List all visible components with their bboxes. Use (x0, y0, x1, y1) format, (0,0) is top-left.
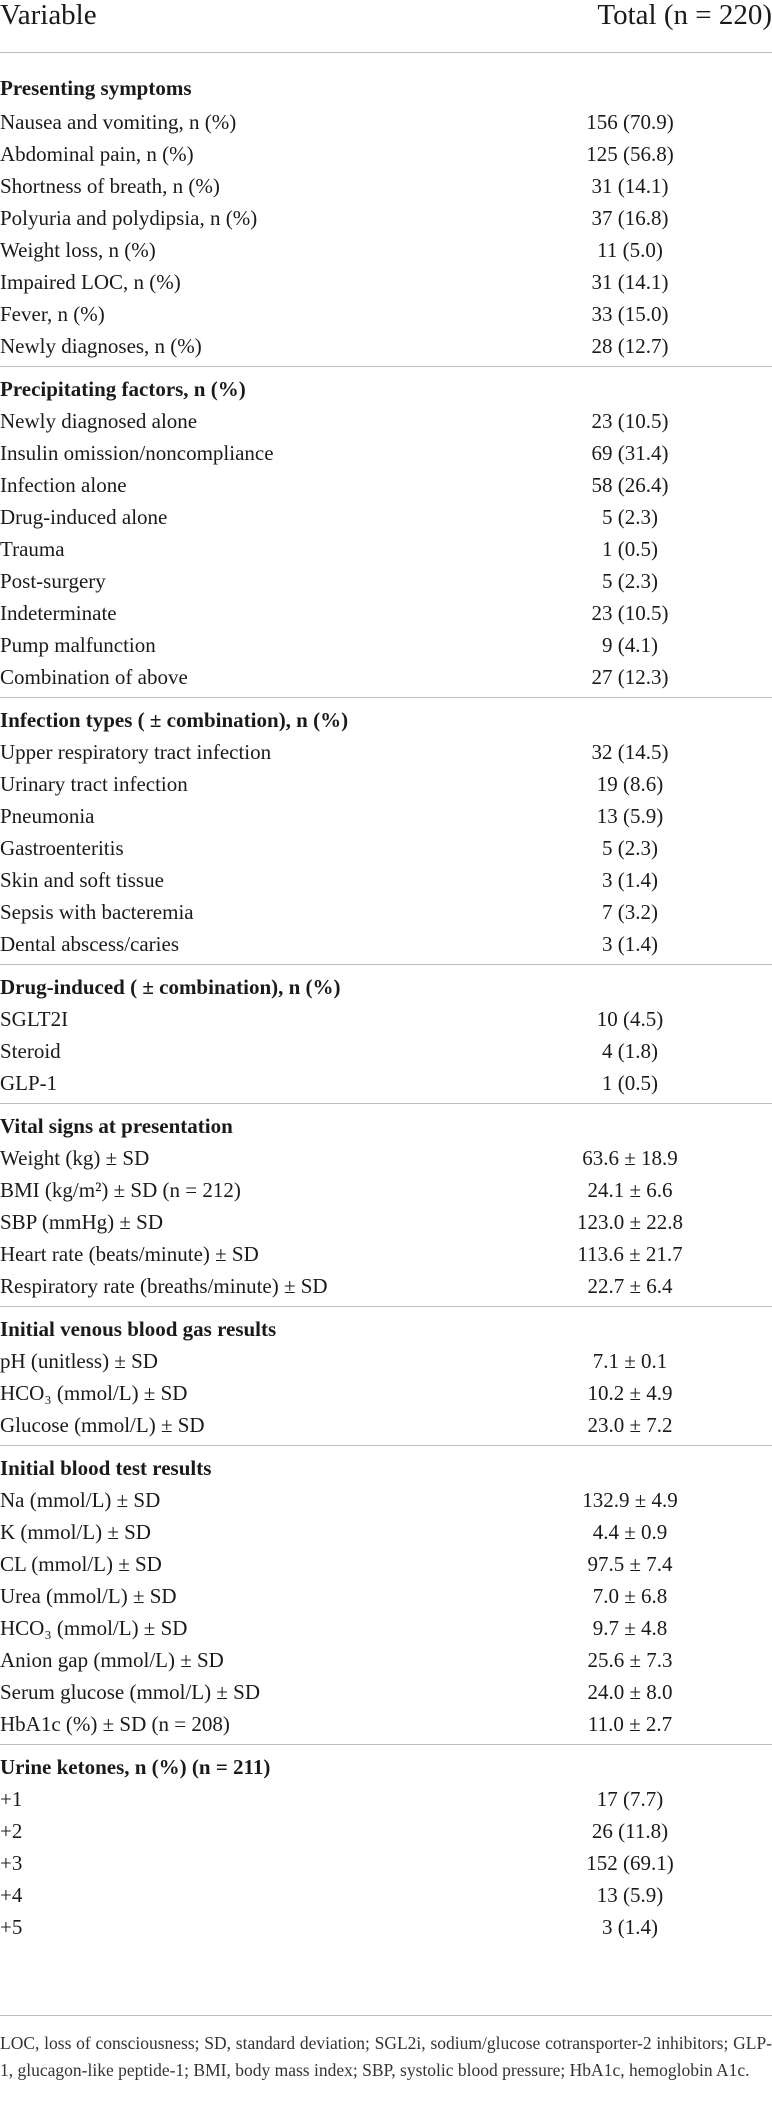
table-row (0, 405, 772, 437)
table-row (0, 1174, 772, 1206)
table-row (0, 138, 772, 170)
row-label: Urea (mmol/L) ± SD (0, 1584, 177, 1608)
row-value: 31 (14.1) (591, 270, 669, 294)
row-value: 13 (5.9) (596, 1883, 664, 1907)
row-label: Indeterminate (0, 601, 117, 625)
row-label: Abdominal pain, n (%) (0, 142, 194, 166)
row-value: 152 (69.1) (586, 1851, 674, 1875)
table-bottom-rule (0, 2015, 772, 2016)
row-value: 23.0 ± 7.2 (587, 1413, 673, 1437)
row-value: 11.0 ± 2.7 (587, 1712, 673, 1736)
table-row (0, 266, 772, 298)
row-label: Pneumonia (0, 804, 95, 828)
row-label: Upper respiratory tract infection (0, 740, 272, 764)
row-label: Glucose (mmol/L) ± SD (0, 1413, 205, 1437)
table-row (0, 1847, 772, 1879)
row-label: Sepsis with bacteremia (0, 900, 194, 924)
table-row (0, 234, 772, 266)
row-label: Shortness of breath, n (%) (0, 174, 220, 198)
row-value: 9.7 ± 4.8 (592, 1616, 668, 1640)
row-value: 58 (26.4) (591, 473, 669, 497)
table-row (0, 1238, 772, 1270)
row-label: +5 (0, 1915, 23, 1939)
row-label: GLP-1 (0, 1071, 58, 1095)
row-value: 5 (2.3) (602, 836, 658, 860)
row-label: Skin and soft tissue (0, 868, 164, 892)
row-label: K (mmol/L) ± SD (0, 1520, 151, 1544)
table-row (0, 1815, 772, 1847)
row-value: 32 (14.5) (591, 740, 669, 764)
table-row (0, 1142, 772, 1174)
row-label: Urinary tract infection (0, 772, 188, 796)
total-column-header: Total (n = 220) (597, 0, 772, 31)
row-label: Combination of above (0, 665, 188, 689)
table-row (0, 565, 772, 597)
table-row (0, 1580, 772, 1612)
table-row (0, 298, 772, 330)
row-value: 23 (10.5) (591, 409, 669, 433)
row-value: 25.6 ± 7.3 (587, 1648, 673, 1672)
row-label: HCO₃ (mmol/L) ± SD (0, 1616, 188, 1640)
section-title: Vital signs at presentation (0, 1114, 233, 1138)
table-row (0, 202, 772, 234)
row-value: 7 (3.2) (602, 900, 658, 924)
section-divider (0, 697, 772, 700)
row-value: 3 (1.4) (602, 932, 658, 956)
row-value: 156 (70.9) (586, 110, 674, 134)
table-row (0, 1783, 772, 1815)
table-row (0, 1035, 772, 1067)
row-value: 9 (4.1) (602, 633, 658, 657)
table-row (0, 501, 772, 533)
row-value: 24.0 ± 8.0 (587, 1680, 673, 1704)
row-label: SBP (mmHg) ± SD (0, 1210, 164, 1234)
row-label: Nausea and vomiting, n (%) (0, 110, 237, 134)
variable-column-header: Variable (0, 0, 97, 31)
row-value: 5 (2.3) (602, 569, 658, 593)
table-row (0, 832, 772, 864)
row-label: Post-surgery (0, 569, 106, 593)
row-value: 132.9 ± 4.9 (582, 1488, 678, 1512)
row-value: 27 (12.3) (591, 665, 669, 689)
row-value: 23 (10.5) (591, 601, 669, 625)
row-label: Infection alone (0, 473, 127, 497)
row-value: 5 (2.3) (602, 505, 658, 529)
table-row (0, 1879, 772, 1911)
row-label: Newly diagnosed alone (0, 409, 198, 433)
row-value: 33 (15.0) (591, 302, 669, 326)
row-value: 17 (7.7) (596, 1787, 664, 1811)
row-value: 113.6 ± 21.7 (577, 1242, 683, 1266)
row-value: 7.1 ± 0.1 (592, 1349, 668, 1373)
row-value: 10.2 ± 4.9 (587, 1381, 673, 1405)
table-row (0, 533, 772, 565)
section-divider (0, 366, 772, 369)
table-row (0, 170, 772, 202)
section-divider (0, 1744, 772, 1747)
table-footnote: LOC, loss of consciousness; SD, standard deviation; SGL2i, sodium/glucose cotransporter-2 inhibitors; GLP-1, glucagon-like peptide-1; BMI, body mass index; SBP, systolic blood pressure; HbA1c, hemoglobin A1c. (0, 2033, 772, 2080)
row-label: Polyuria and polydipsia, n (%) (0, 206, 258, 230)
table-row (0, 1003, 772, 1035)
row-value: 24.1 ± 6.6 (587, 1178, 673, 1202)
row-value: 1 (0.5) (602, 1071, 658, 1095)
table-row (0, 1067, 772, 1099)
section-title: Precipitating factors, n (%) (0, 377, 246, 401)
row-label: +1 (0, 1787, 23, 1811)
table-row (0, 768, 772, 800)
table-row (0, 1708, 772, 1740)
table-row (0, 1206, 772, 1238)
table-row (0, 597, 772, 629)
row-label: Steroid (0, 1039, 61, 1063)
row-label: Na (mmol/L) ± SD (0, 1488, 161, 1512)
row-label: pH (unitless) ± SD (0, 1349, 158, 1373)
row-label: HbA1c (%) ± SD (n = 208) (0, 1712, 230, 1736)
table-row (0, 1409, 772, 1441)
row-value: 69 (31.4) (591, 441, 669, 465)
row-label: BMI (kg/m²) ± SD (n = 212) (0, 1178, 241, 1202)
row-value: 3 (1.4) (602, 868, 658, 892)
row-label: Weight loss, n (%) (0, 238, 156, 262)
section-title: Drug-induced ( ± combination), n (%) (0, 975, 341, 999)
row-label: Drug-induced alone (0, 505, 168, 529)
table-header (0, 0, 772, 53)
row-label: +2 (0, 1819, 23, 1843)
row-value: 123.0 ± 22.8 (576, 1210, 684, 1234)
table-row (0, 1377, 772, 1409)
row-label: Insulin omission/noncompliance (0, 441, 274, 465)
row-label: Serum glucose (mmol/L) ± SD (0, 1680, 260, 1704)
row-label: Trauma (0, 537, 65, 561)
row-value: 97.5 ± 7.4 (587, 1552, 673, 1576)
row-label: Weight (kg) ± SD (0, 1146, 150, 1170)
row-label: Pump malfunction (0, 633, 156, 657)
row-value: 28 (12.7) (591, 334, 669, 358)
section-divider (0, 1445, 772, 1448)
row-value: 4 (1.8) (602, 1039, 658, 1063)
table-row (0, 106, 772, 138)
table-row (0, 1516, 772, 1548)
table-row (0, 1644, 772, 1676)
table-row (0, 864, 772, 896)
table-row (0, 896, 772, 928)
row-label: Fever, n (%) (0, 302, 105, 326)
table-row (0, 330, 772, 362)
row-value: 26 (11.8) (591, 1819, 669, 1843)
row-label: CL (mmol/L) ± SD (0, 1552, 162, 1576)
row-value: 4.4 ± 0.9 (592, 1520, 668, 1544)
row-label: Anion gap (mmol/L) ± SD (0, 1648, 224, 1672)
table-row (0, 437, 772, 469)
table-row (0, 928, 772, 960)
row-label: Gastroenteritis (0, 836, 124, 860)
row-value: 22.7 ± 6.4 (587, 1274, 673, 1298)
row-label: Respiratory rate (breaths/minute) ± SD (0, 1274, 328, 1298)
row-label: SGLT2I (0, 1007, 69, 1031)
table-row (0, 1911, 772, 1943)
table-body (0, 70, 772, 1943)
section-divider (0, 964, 772, 967)
row-value: 11 (5.0) (597, 238, 663, 262)
row-value: 7.0 ± 6.8 (592, 1584, 668, 1608)
row-label: HCO₃ (mmol/L) ± SD (0, 1381, 188, 1405)
table-row (0, 1484, 772, 1516)
row-value: 13 (5.9) (596, 804, 664, 828)
section-title: Initial blood test results (0, 1456, 212, 1480)
row-value: 1 (0.5) (602, 537, 658, 561)
table-row (0, 661, 772, 693)
row-value: 3 (1.4) (602, 1915, 658, 1939)
table-row (0, 1345, 772, 1377)
table-row (0, 736, 772, 768)
section-divider (0, 1306, 772, 1309)
row-value: 63.6 ± 18.9 (582, 1146, 678, 1170)
row-value: 37 (16.8) (591, 206, 669, 230)
row-label: Impaired LOC, n (%) (0, 270, 181, 294)
row-label: Newly diagnoses, n (%) (0, 334, 202, 358)
row-value: 10 (4.5) (596, 1007, 664, 1031)
section-title: Initial venous blood gas results (0, 1317, 277, 1341)
row-value: 125 (56.8) (586, 142, 674, 166)
table-row (0, 800, 772, 832)
table-row (0, 629, 772, 661)
table-row (0, 1612, 772, 1644)
row-value: 31 (14.1) (591, 174, 669, 198)
table-row (0, 1270, 772, 1302)
row-label: +3 (0, 1851, 23, 1875)
table-row (0, 469, 772, 501)
table-row (0, 1548, 772, 1580)
section-divider (0, 1103, 772, 1106)
row-label: Dental abscess/caries (0, 932, 180, 956)
table-row (0, 1676, 772, 1708)
row-value: 19 (8.6) (596, 772, 664, 796)
section-title: Urine ketones, n (%) (n = 211) (0, 1755, 271, 1779)
row-label: Heart rate (beats/minute) ± SD (0, 1242, 259, 1266)
section-title: Presenting symptoms (0, 76, 192, 100)
section-title: Infection types ( ± combination), n (%) (0, 708, 349, 732)
row-label: +4 (0, 1883, 23, 1907)
